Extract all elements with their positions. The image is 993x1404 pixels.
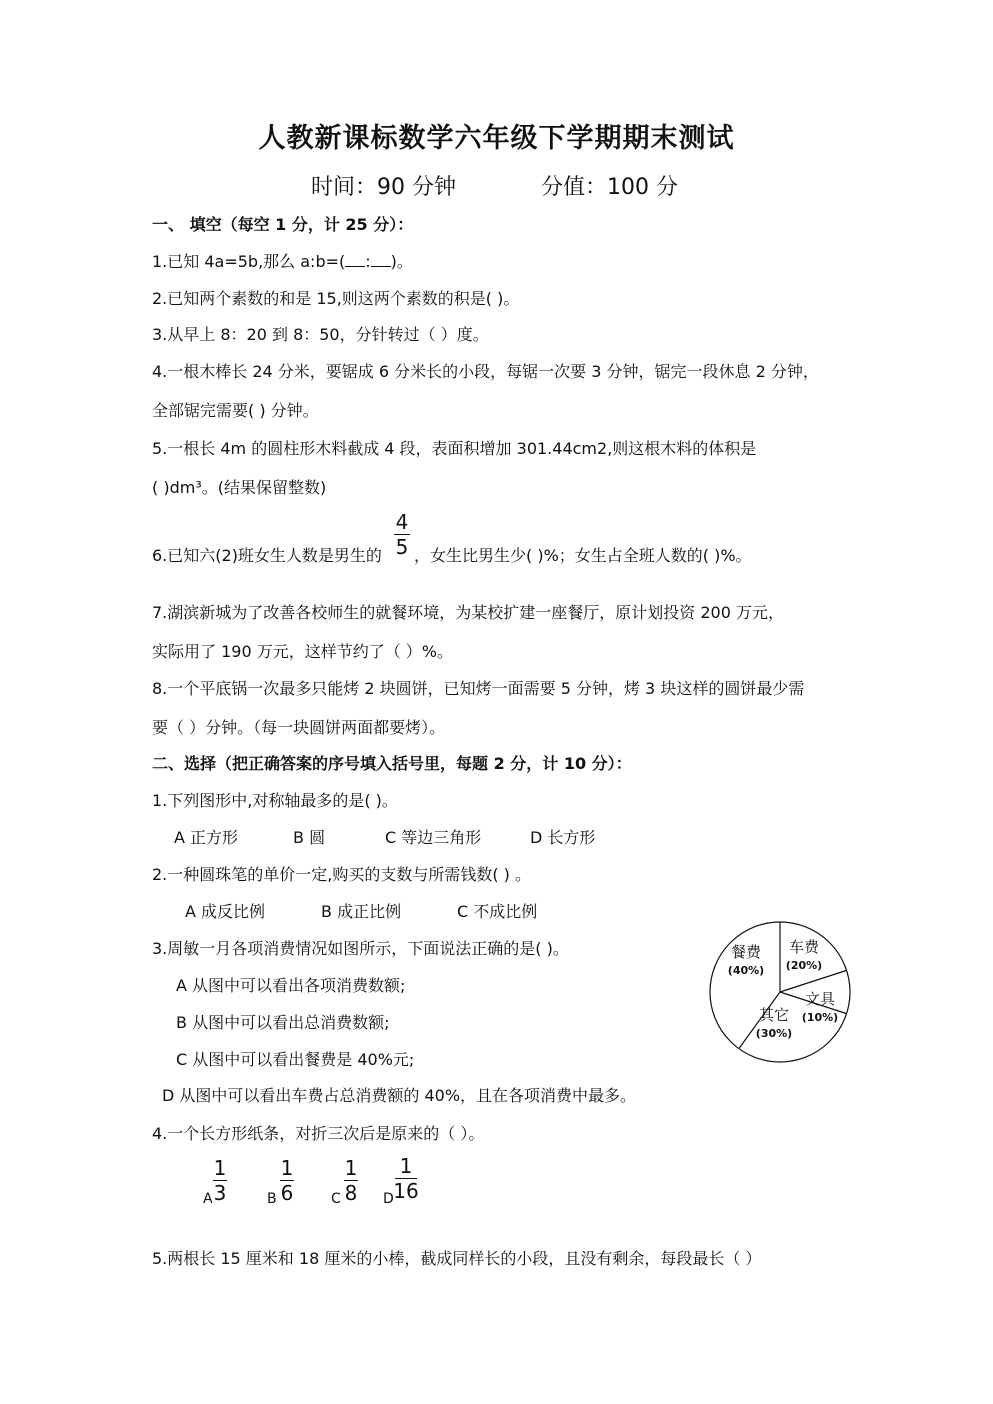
pie-slice-percent: (20%) (785, 959, 823, 972)
question-1-6-prefix: 6.已知六(2)班女生人数是男生的 (152, 546, 382, 565)
section1-heading: 一、 填空（每空 1 分，计 25 分）： (152, 215, 414, 234)
question-1-7-line2: 实际用了 190 万元，这样节约了（ ）%。 (152, 642, 454, 661)
fraction-numerator: 4 (395, 510, 409, 534)
time-label: 时间：90 分钟 (311, 175, 456, 200)
fraction-numerator: 1 (344, 1156, 358, 1180)
fraction-denominator: 16 (393, 1179, 419, 1203)
option-b-letter: B (267, 1191, 277, 1207)
section2-heading: 二、选择（把正确答案的序号填入括号里，每题 2 分，计 10 分）： (152, 754, 632, 773)
q1-prefix: 1.已知 4a=5b,那么 a:b=( (152, 252, 346, 271)
question-2-1: 1.下列图形中,对称轴最多的是( )。 (152, 791, 398, 810)
pie-slice-label: 其它 (758, 1006, 790, 1024)
fraction-numerator: 1 (213, 1156, 227, 1180)
pie-slice-label: 文具 (804, 990, 836, 1008)
option-a-letter: A (203, 1191, 213, 1207)
question-1-8-line2: 要（ ）分钟。（每一块圆饼两面都要烤）。 (152, 718, 446, 737)
question-2-2: 2.一种圆珠笔的单价一定,购买的支数与所需钱数( ) 。 (152, 865, 532, 884)
pie-slice-percent: (10%) (801, 1011, 839, 1024)
option-c: C 不成比例 (457, 902, 538, 921)
option-c: C 等边三角形 (385, 828, 482, 847)
answer-blank[interactable] (345, 252, 365, 267)
option-b: B 圆 (293, 828, 326, 847)
fraction-denominator: 6 (280, 1181, 294, 1205)
pie-slice-percent: (30%) (755, 1027, 793, 1040)
option-b: B 从图中可以看出总消费数额; (176, 1013, 390, 1032)
option-d-fraction (393, 1156, 419, 1201)
option-d: D 从图中可以看出车费占总消费额的 40%，且在各项消费中最多。 (162, 1086, 637, 1105)
option-d: D 长方形 (530, 828, 596, 847)
question-1-2: 2.已知两个素数的和是 15,则这两个素数的积是( )。 (152, 289, 520, 308)
option-b: B 成正比例 (321, 902, 402, 921)
fraction-denominator: 5 (395, 535, 409, 559)
score-label: 分值：100 分 (541, 175, 678, 200)
page-title: 人教新课标数学六年级下学期期末测试 (258, 123, 735, 154)
question-1-7-line1: 7.湖滨新城为了改善各校师生的就餐环境，为某校扩建一座餐厅，原计划投资 200 万元， (152, 603, 784, 622)
option-b-fraction (278, 1158, 296, 1203)
pie-slice-label: 车费 (788, 938, 820, 956)
question-1-5-line1: 5.一根长 4m 的圆柱形木料截成 4 段，表面积增加 301.44cm2,则这根木料的体积是 (152, 439, 757, 458)
question-1-8-line1: 8.一个平底锅一次最多只能烤 2 块圆饼，已知烤一面需要 5 分钟，烤 3 块这样的圆饼最少需 (152, 679, 805, 698)
question-1-1 (152, 249, 413, 272)
question-2-3: 3.周敏一月各项消费情况如图所示，下面说法正确的是( )。 (152, 939, 569, 958)
option-c: C 从图中可以看出餐费是 40%元; (176, 1050, 415, 1069)
fraction-denominator: 8 (344, 1181, 358, 1205)
fraction-4-5 (392, 512, 412, 557)
question-1-6-suffix: ，女生比男生少( )%；女生占全班人数的( )%。 (414, 546, 752, 565)
fraction-numerator: 1 (399, 1154, 413, 1178)
question-1-4-line2: 全部锯完需要( ) 分钟。 (152, 401, 319, 420)
question-1-4-line1: 4.一根木棒长 24 分米，要锯成 6 分米长的小段，每锯一次要 3 分钟，锯完一段休息 2 分钟， (152, 362, 819, 381)
pie-slice-label: 餐费 (730, 943, 762, 961)
question-1-5-line2: ( )dm³。(结果保留整数) (152, 478, 327, 497)
option-d-letter: D (383, 1191, 394, 1207)
fraction-numerator: 1 (280, 1156, 294, 1180)
option-a: A 从图中可以看出各项消费数额; (176, 976, 406, 995)
q1-suffix: )。 (390, 252, 413, 271)
fraction-denominator: 3 (213, 1181, 227, 1205)
q1-colon: : (365, 252, 371, 271)
question-2-4: 4.一个长方形纸条，对折三次后是原来的（ ）。 (152, 1124, 485, 1143)
option-a: A 正方形 (174, 828, 239, 847)
question-2-5: 5.两根长 15 厘米和 18 厘米的小棒，截成同样长的小段，且没有剩余，每段最长（ ） (152, 1249, 762, 1268)
answer-blank[interactable] (371, 252, 391, 267)
question-1-3: 3.从早上 8：20 到 8：50，分针转过（ ）度。 (152, 325, 489, 344)
option-a: A 成反比例 (185, 902, 266, 921)
option-c-fraction (342, 1158, 360, 1203)
option-a-fraction (211, 1158, 229, 1203)
pie-slice-percent: (40%) (727, 964, 765, 977)
consumption-pie-chart (706, 920, 854, 1064)
option-c-letter: C (331, 1191, 341, 1207)
